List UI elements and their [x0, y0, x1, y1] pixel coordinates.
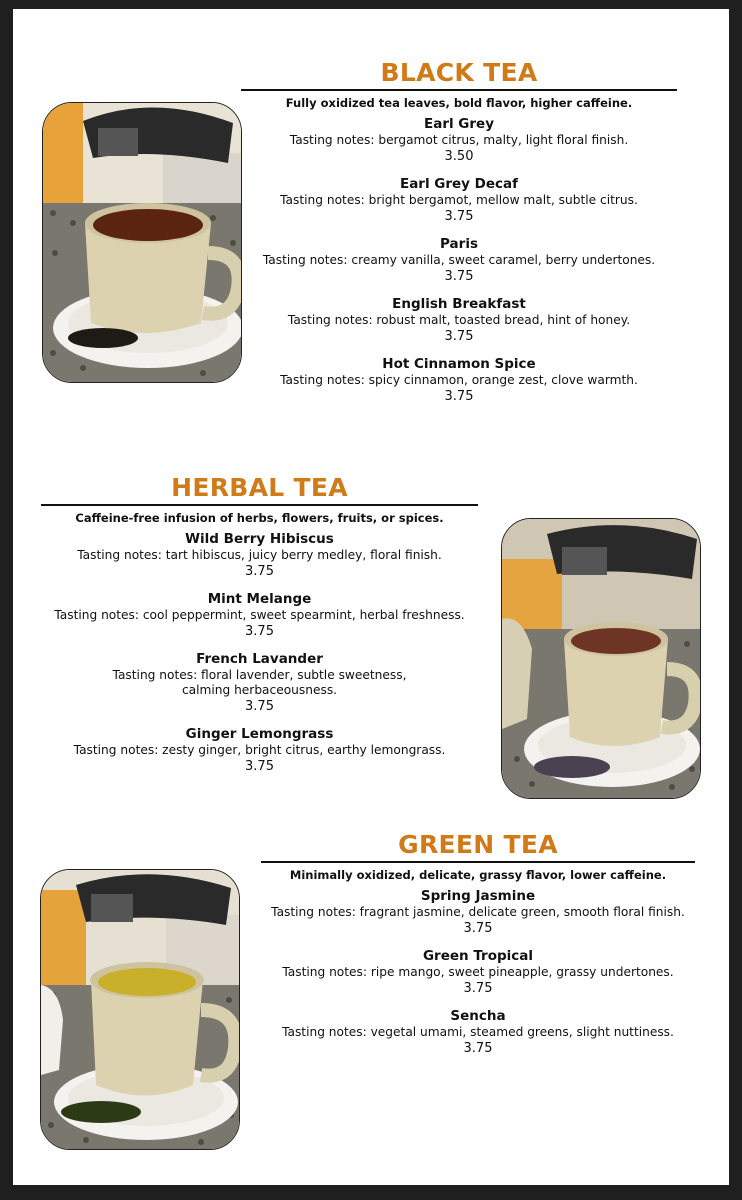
section-divider [241, 89, 677, 91]
tea-cup-illustration [502, 519, 701, 799]
item-notes: Tasting notes: cool peppermint, sweet spearmint, herbal freshness. [54, 608, 465, 622]
item-name: Mint Melange [207, 591, 312, 607]
menu-item [261, 888, 695, 937]
item-price: 3.75 [245, 759, 274, 774]
menu-item [241, 296, 677, 345]
section-title: GREEN TEA [398, 830, 558, 859]
item-name: French Lavander [196, 651, 323, 667]
item-name: Earl Grey Decaf [399, 176, 519, 192]
item-price: 3.50 [444, 149, 474, 164]
menu-item [41, 591, 478, 640]
item-price: 3.75 [444, 389, 474, 404]
menu-item [41, 726, 478, 775]
item-name: English Breakfast [392, 296, 526, 312]
item-price: 3.75 [245, 624, 274, 639]
item-notes: Tasting notes: spicy cinnamon, orange zest, clove warmth. [280, 373, 638, 387]
item-price: 3.75 [444, 329, 474, 344]
item-name: Paris [440, 236, 478, 252]
menu-item [41, 531, 478, 580]
item-notes: Tasting notes: fragrant jasmine, delicate green, smooth floral finish. [271, 905, 685, 919]
herbal-tea-photo [501, 518, 701, 799]
item-name: Ginger Lemongrass [185, 726, 334, 742]
menu-page [13, 9, 729, 1185]
item-notes: Tasting notes: robust malt, toasted bread, hint of honey. [287, 313, 631, 327]
tea-cup-illustration [43, 103, 242, 383]
section-title: HERBAL TEA [171, 473, 348, 502]
item-notes: Tasting notes: creamy vanilla, sweet caramel, berry undertones. [262, 253, 656, 267]
section-divider [261, 861, 695, 863]
item-price: 3.75 [463, 1041, 493, 1056]
item-notes: Tasting notes: zesty ginger, bright citrus, earthy lemongrass. [73, 743, 446, 757]
item-notes: Tasting notes: vegetal umami, steamed greens, slight nuttiness. [282, 1025, 674, 1039]
section-divider [41, 504, 478, 506]
black-tea-section [241, 58, 677, 416]
green-tea-section [261, 830, 695, 1068]
item-price: 3.75 [463, 921, 493, 936]
item-notes: Tasting notes: floral lavender, subtle sweetness, calming herbaceousness. [112, 668, 407, 697]
menu-item [261, 948, 695, 997]
item-notes: Tasting notes: tart hibiscus, juicy berry medley, floral finish. [77, 548, 442, 562]
item-name: Green Tropical [422, 948, 534, 964]
menu-item [241, 116, 677, 165]
item-price: 3.75 [444, 209, 474, 224]
menu-item [241, 176, 677, 225]
item-notes: Tasting notes: ripe mango, sweet pineapple, grassy undertones. [282, 965, 674, 979]
menu-item [41, 651, 478, 715]
item-name: Spring Jasmine [420, 888, 536, 904]
menu-item [261, 1008, 695, 1057]
item-price: 3.75 [444, 269, 474, 284]
black-tea-photo [42, 102, 242, 383]
section-tagline: Fully oxidized tea leaves, bold flavor, higher caffeine. [285, 96, 633, 110]
herbal-tea-section [41, 473, 478, 786]
item-notes: Tasting notes: bright bergamot, mellow malt, subtle citrus. [280, 193, 638, 207]
menu-item [241, 236, 677, 285]
menu-item [241, 356, 677, 405]
item-price: 3.75 [463, 981, 493, 996]
section-tagline: Caffeine-free infusion of herbs, flowers, fruits, or spices. [75, 511, 444, 525]
item-name: Sencha [450, 1008, 506, 1024]
section-tagline: Minimally oxidized, delicate, grassy flavor, lower caffeine. [289, 868, 667, 882]
green-tea-photo [40, 869, 240, 1150]
item-name: Wild Berry Hibiscus [185, 531, 334, 547]
item-price: 3.75 [245, 564, 274, 579]
tea-cup-illustration [41, 870, 240, 1150]
item-name: Hot Cinnamon Spice [382, 356, 536, 372]
item-price: 3.75 [245, 699, 274, 714]
item-name: Earl Grey [423, 116, 494, 132]
section-title: BLACK TEA [380, 58, 538, 87]
item-notes: Tasting notes: bergamot citrus, malty, light floral finish. [289, 133, 629, 147]
